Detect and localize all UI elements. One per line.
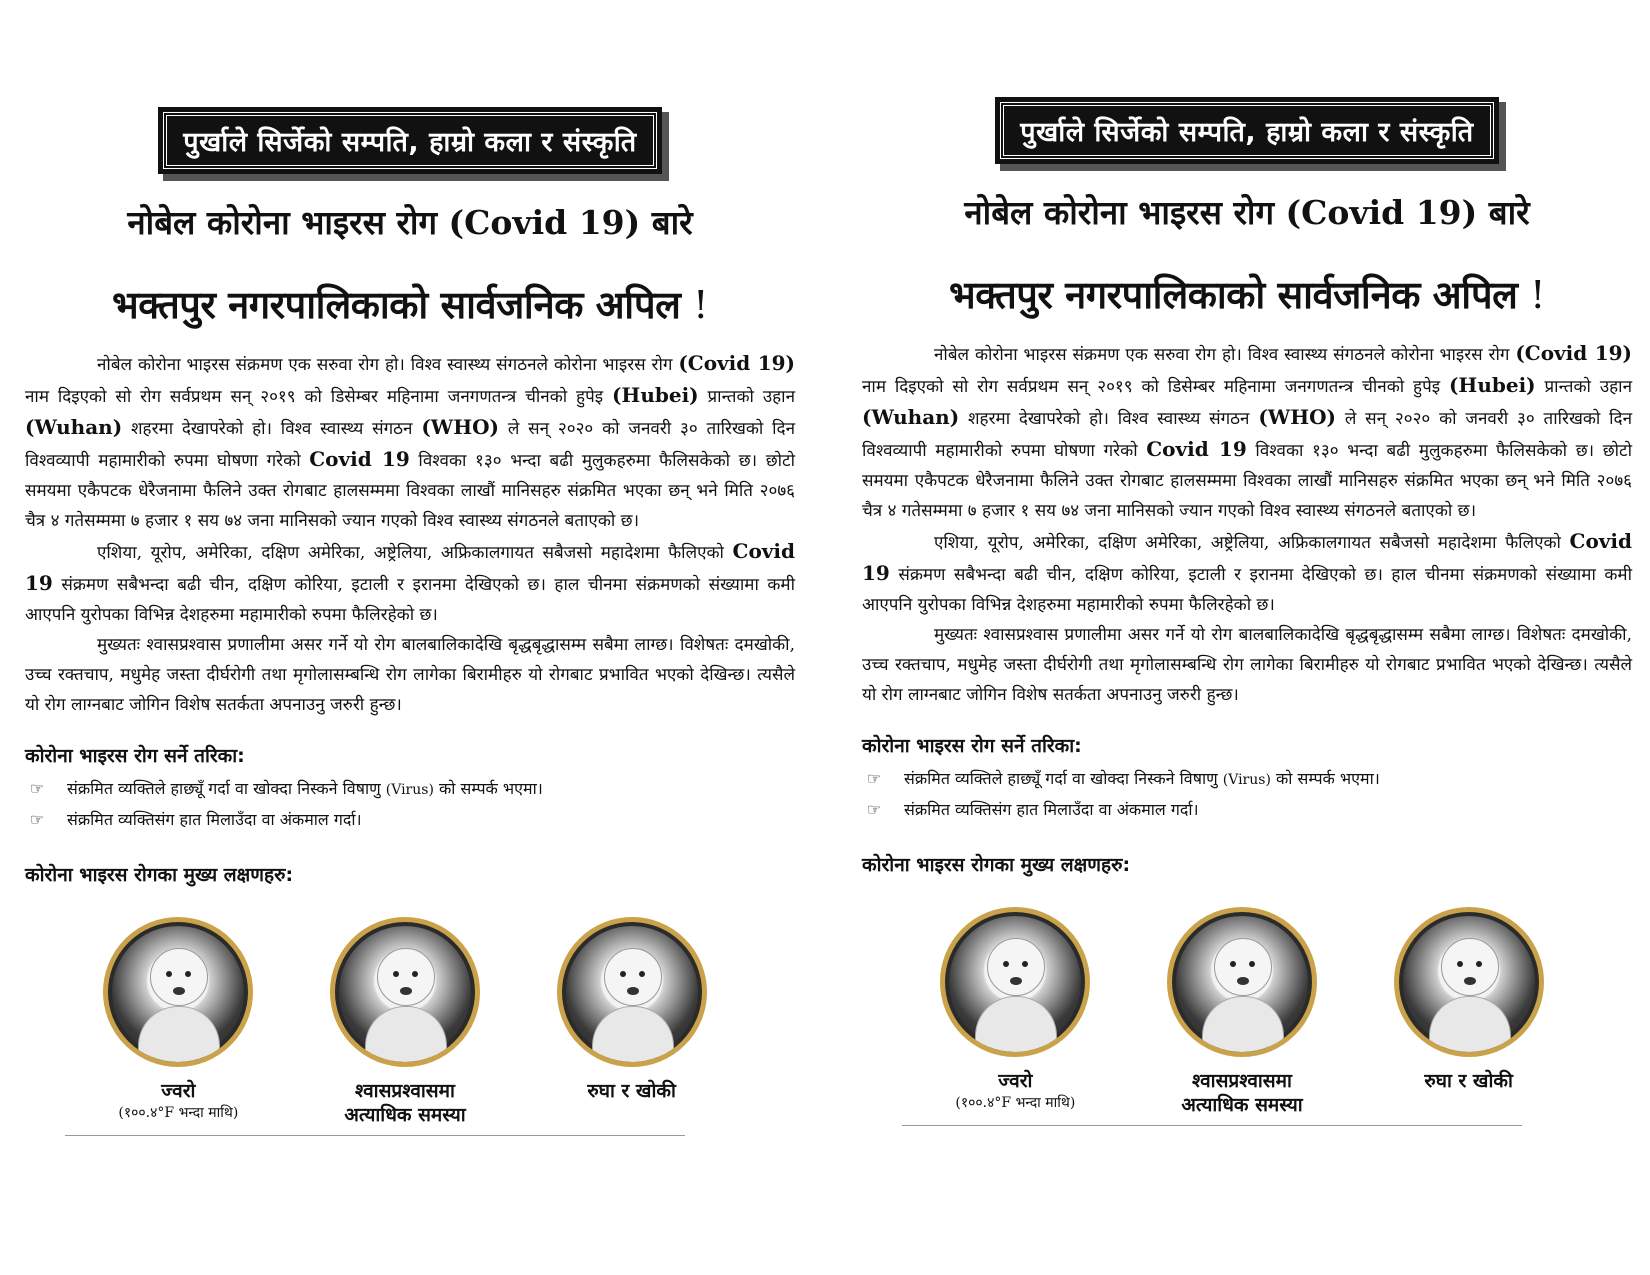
spread-item-c: को सम्पर्क भएमा। (433, 779, 543, 798)
symptom-label: रुघा र खोकी (1424, 1070, 1513, 1092)
subtitle: नोबेल कोरोना भाइरस रोग (Covid 19) बारे (127, 203, 693, 242)
para1-j: Covid 19 (1146, 437, 1247, 461)
spread-item-text: संक्रमित व्यक्तिसंग हात मिलाउँदा वा अंकमाल गर्दा। (67, 810, 362, 829)
breathing-illustration (1167, 907, 1317, 1057)
spread-list (25, 774, 795, 835)
para1-f: (Wuhan) (25, 415, 123, 439)
para1-a: नोबेल कोरोना भाइरस संक्रमण एक सरुवा रोग हो। विश्व स्वास्थ्य संगठनले कोरोना भाइरस रोग (934, 345, 1516, 365)
spread-heading: कोरोना भाइरस रोग सर्ने तरिका: (25, 745, 245, 767)
paragraph-1 (25, 348, 795, 536)
para1-e: प्रान्तको उहान (698, 387, 796, 407)
symptom-breathing (305, 917, 505, 1127)
headline (25, 278, 795, 330)
pointing-hand-icon: ☞ (29, 779, 45, 798)
para1-d: (Hubei) (611, 383, 699, 407)
cough-illustration (557, 917, 707, 1067)
banner-wrap (25, 112, 795, 169)
symptom-cold-cough (532, 917, 732, 1127)
paragraph-3: मुख्यतः श्वासप्रश्वास प्रणालीमा असर गर्ने यो रोग बालबालिकादेखि बृद्धबृद्धासम्म सबैमा लाग्छ। विशेषतः दमखोकी, उच्च रक्तचाप, मधुमेह जस्ता दीर्घरोगी तथा मृगोलासम्बन्धि रोग लागेका बिरामीहरु यो रोगबाट प्रभावित भएको देखिन्छ। त्यसैले यो रोग लाग्नबाट जोगिन विशेष सतर्कता अपनाउनु जरुरी हुन्छ। (25, 635, 795, 715)
symptom-sub: (१००.४°F भन्दा माथि) (955, 1095, 1076, 1111)
headline-text: भक्तपुर नगरपालिकाको सार्वजनिक अपिल (112, 283, 681, 327)
para2-c: संक्रमण सबैभन्दा बढी चीन, दक्षिण कोरिया, इटाली र इरानमा देखिएको छ। हाल चीनमा संक्रमणको संख्यामा कमी आएपनि युरोपका विभिन्न देशहरुमा महामारीको रुपमा फैलिरहेको छ। (25, 575, 795, 625)
para1-a: नोबेल कोरोना भाइरस संक्रमण एक सरुवा रोग हो। विश्व स्वास्थ्य संगठनले कोरोना भाइरस रोग (97, 355, 679, 375)
para1-e: प्रान्तको उहान (1535, 377, 1633, 397)
spread-item-b: (Virus) (385, 782, 434, 798)
symptom-label: श्वासप्रश्वासमा (355, 1080, 455, 1102)
para1-i: ले सन् २०२० को जनवरी ३० तारिखको दिन विश्वव्यापी महामारीको रुपमा घोषणा गरेको (862, 409, 1632, 461)
para1-h: (WHO) (421, 415, 500, 439)
list-item (862, 795, 1632, 825)
bottom-divider (902, 1125, 1522, 1126)
spread-item-c: को सम्पर्क भएमा। (1270, 769, 1380, 788)
list-item (862, 764, 1632, 795)
pointing-hand-icon: ☞ (29, 810, 45, 829)
pointing-hand-icon: ☞ (866, 800, 882, 819)
para2-c: संक्रमण सबैभन्दा बढी चीन, दक्षिण कोरिया, इटाली र इरानमा देखिएको छ। हाल चीनमा संक्रमणको संख्यामा कमी आएपनि युरोपका विभिन्न देशहरुमा महामारीको रुपमा फैलिरहेको छ। (862, 565, 1632, 615)
para1-g: शहरमा देखापरेको हो। विश्व स्वास्थ्य संगठन (959, 409, 1259, 429)
symptom-label: श्वासप्रश्वासमा (1192, 1070, 1292, 1092)
body-text (25, 348, 795, 720)
para1-g: शहरमा देखापरेको हो। विश्व स्वास्थ्य संगठन (122, 419, 422, 439)
banner: पुर्खाले सिर्जेको सम्पति, हाम्रो कला र संस्कृति (163, 112, 656, 169)
spread-heading: कोरोना भाइरस रोग सर्ने तरिका: (862, 735, 1082, 757)
breathing-illustration (330, 917, 480, 1067)
headline (862, 268, 1632, 320)
banner-wrap (862, 102, 1632, 159)
spread-item-a: संक्रमित व्यक्तिले हाछ्यूँ गर्दा वा खोक्दा निस्कने विषाणु (904, 769, 1223, 788)
fever-illustration (940, 907, 1090, 1057)
para1-d: (Hubei) (1448, 373, 1536, 397)
pointing-hand-icon: ☞ (866, 769, 882, 788)
para1-b: (Covid 19) (1515, 341, 1632, 365)
para1-f: (Wuhan) (862, 405, 960, 429)
para1-h: (WHO) (1258, 405, 1337, 429)
list-item (25, 805, 795, 835)
symptoms-row (862, 907, 1582, 1117)
symptom-sub: (१००.४°F भन्दा माथि) (118, 1105, 239, 1121)
flyer-copy-left (25, 112, 795, 1136)
symptom-sub: अत्याधिक समस्या (1181, 1094, 1303, 1116)
cough-illustration (1394, 907, 1544, 1057)
symptom-fever (78, 917, 278, 1127)
spread-item-a: संक्रमित व्यक्तिले हाछ्यूँ गर्दा वा खोक्दा निस्कने विषाणु (67, 779, 386, 798)
para2-a: एशिया, यूरोप, अमेरिका, दक्षिण अमेरिका, अष्ट्रेलिया, अफ्रिकालगायत सबैजसो महादेशमा फैलिएको (97, 543, 733, 563)
para2-a: एशिया, यूरोप, अमेरिका, दक्षिण अमेरिका, अष्ट्रेलिया, अफ्रिकालगायत सबैजसो महादेशमा फैलिएको (934, 533, 1570, 553)
para1-j: Covid 19 (309, 447, 410, 471)
fever-illustration (103, 917, 253, 1067)
banner: पुर्खाले सिर्जेको सम्पति, हाम्रो कला र संस्कृति (1000, 102, 1493, 159)
paragraph-1 (862, 338, 1632, 526)
symptoms-row (25, 917, 745, 1127)
headline-text: भक्तपुर नगरपालिकाको सार्वजनिक अपिल (949, 273, 1518, 317)
spread-list (862, 764, 1632, 825)
bottom-divider (65, 1135, 685, 1136)
headline-bang: ! (693, 283, 708, 327)
list-item (25, 774, 795, 805)
symptom-fever (915, 907, 1115, 1117)
paragraph-2 (25, 536, 795, 630)
para1-k: विश्वका १३० भन्दा बढी मुलुकहरुमा फैलिसकेको छ। छोटो समयमा एकैपटक धेरैजनामा फैलिने उक्त रोगबाट हालसम्ममा विश्वका लाखौं मानिसहरु संक्रमित भएका छन् भने मिति २०७६ चैत्र ४ गतेसम्ममा ७ हजार १ सय ७४ जना मानिसको ज्यान गएको विश्व स्वास्थ्य संगठनले बताएको छ। (862, 441, 1632, 521)
spread-item-text (67, 774, 543, 805)
symptom-breathing (1142, 907, 1342, 1117)
spread-item-text: संक्रमित व्यक्तिसंग हात मिलाउँदा वा अंकमाल गर्दा। (904, 800, 1199, 819)
para2-b: Covid 19 (25, 539, 795, 595)
spread-item-text (904, 764, 1380, 795)
para1-c: नाम दिइएको सो रोग सर्वप्रथम सन् २०१९ को डिसेम्बर महिनामा जनगणतन्त्र चीनको हुपेइ (862, 377, 1449, 397)
paragraph-3: मुख्यतः श्वासप्रश्वास प्रणालीमा असर गर्ने यो रोग बालबालिकादेखि बृद्धबृद्धासम्म सबैमा लाग्छ। विशेषतः दमखोकी, उच्च रक्तचाप, मधुमेह जस्ता दीर्घरोगी तथा मृगोलासम्बन्धि रोग लागेका बिरामीहरु यो रोगबाट प्रभावित भएको देखिन्छ। त्यसैले यो रोग लाग्नबाट जोगिन विशेष सतर्कता अपनाउनु जरुरी हुन्छ। (862, 625, 1632, 705)
subtitle: नोबेल कोरोना भाइरस रोग (Covid 19) बारे (964, 193, 1530, 232)
symptom-sub: अत्याधिक समस्या (344, 1104, 466, 1126)
symptom-label: रुघा र खोकी (587, 1080, 676, 1102)
para1-c: नाम दिइएको सो रोग सर्वप्रथम सन् २०१९ को डिसेम्बर महिनामा जनगणतन्त्र चीनको हुपेइ (25, 387, 612, 407)
para1-i: ले सन् २०२० को जनवरी ३० तारिखको दिन विश्वव्यापी महामारीको रुपमा घोषणा गरेको (25, 419, 795, 471)
para1-b: (Covid 19) (678, 351, 795, 375)
symptom-label: ज्वरो (161, 1080, 196, 1102)
spread-item-b: (Virus) (1222, 772, 1271, 788)
symptom-label: ज्वरो (998, 1070, 1033, 1092)
paragraph-2 (862, 526, 1632, 620)
para1-k: विश्वका १३० भन्दा बढी मुलुकहरुमा फैलिसकेको छ। छोटो समयमा एकैपटक धेरैजनामा फैलिने उक्त रोगबाट हालसम्ममा विश्वका लाखौं मानिसहरु संक्रमित भएका छन् भने मिति २०७६ चैत्र ४ गतेसम्ममा ७ हजार १ सय ७४ जना मानिसको ज्यान गएको विश्व स्वास्थ्य संगठनले बताएको छ। (25, 451, 795, 531)
headline-bang: ! (1530, 273, 1545, 317)
symptoms-heading: कोरोना भाइरस रोगका मुख्य लक्षणहरु: (862, 854, 1131, 876)
symptoms-heading: कोरोना भाइरस रोगका मुख्य लक्षणहरु: (25, 864, 294, 886)
body-text (862, 338, 1632, 710)
symptom-cold-cough (1369, 907, 1569, 1117)
flyer-copy-right (862, 102, 1632, 1126)
para2-b: Covid 19 (862, 529, 1632, 585)
